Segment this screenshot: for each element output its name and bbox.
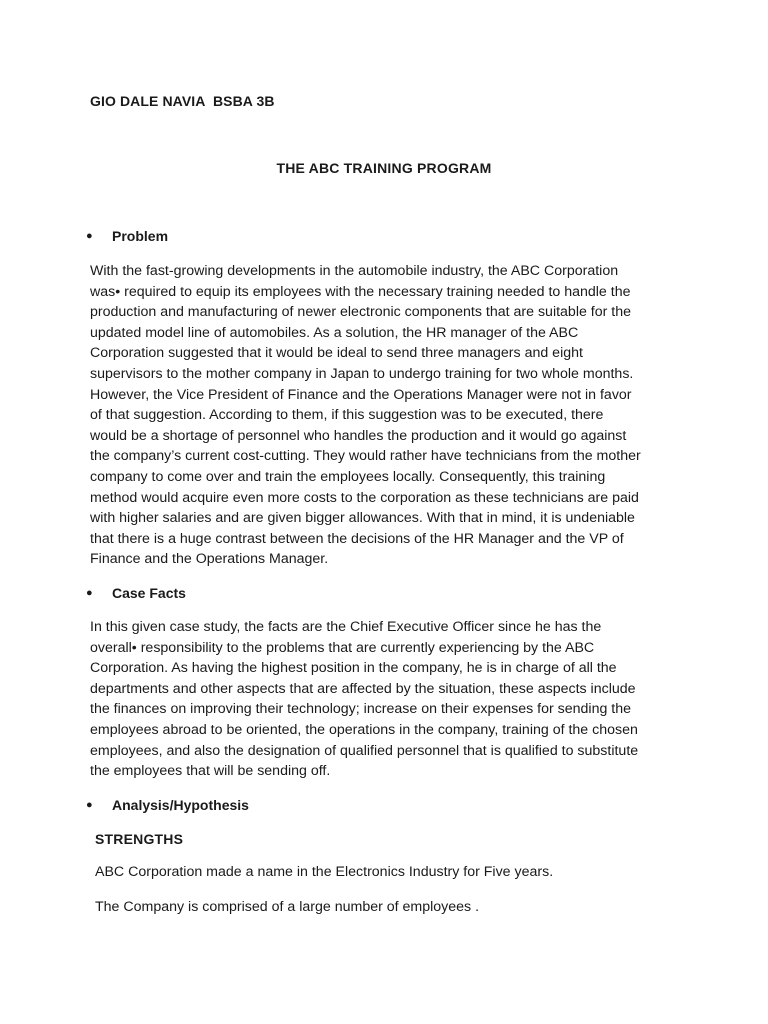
section-heading-case-facts <box>86 585 186 601</box>
paragraph-line: would be a shortage of personnel who handles the production and it would go against <box>90 427 627 444</box>
paragraph-line: employees, and also the designation of qualified personnel that is qualified to substitute <box>90 742 639 759</box>
paragraph-line: departments and other aspects that are affected by the situation, these aspects include <box>90 680 636 697</box>
paragraph-line: However, the Vice President of Finance and the Operations Manager were not in favor <box>90 386 632 403</box>
paragraph-line: of that suggestion. According to them, if this suggestion was to be executed, there <box>90 407 604 424</box>
section-heading-label: Problem <box>112 228 169 244</box>
bullet-icon: ● <box>86 799 93 811</box>
paragraph-line: supervisors to the mother company in Japan to undergo training for two whole months. <box>90 365 634 382</box>
paragraph-line: With the fast-growing developments in the automobile industry, the ABC Corporation <box>90 263 619 279</box>
author-line: GIO DALE NAVIA BSBA 3B <box>90 93 275 109</box>
section-heading-label: Case Facts <box>112 585 186 601</box>
paragraph-line: the finances on improving their technology; increase on their expenses for sending the <box>90 701 632 718</box>
paragraph-line: Finance and the Operations Manager. <box>90 551 329 568</box>
section-heading-analysis <box>86 797 249 813</box>
section-heading-problem <box>86 228 169 244</box>
paragraph-line: that there is a huge contrast between the decisions of the HR Manager and the VP of <box>90 530 624 547</box>
strength-item: The Company is comprised of a large number of employees . <box>95 899 480 915</box>
paragraph-line: updated model line of automobiles. As a solution, the HR manager of the ABC <box>90 324 579 341</box>
bullet-icon: ● <box>86 230 93 242</box>
paragraph-line: In this given case study, the facts are the Chief Executive Officer since he has the <box>90 619 602 635</box>
paragraph-line: the company’s current cost-cutting. They would rather have technicians from the mother <box>90 448 641 465</box>
paragraph-line: the employees that will be sending off. <box>90 763 331 780</box>
strengths-heading: STRENGTHS <box>95 831 184 847</box>
paragraph-line: company to come over and train the employees locally. Consequently, this training <box>90 468 606 485</box>
paragraph-line: production and manufacturing of newer electronic components that are suitable for the <box>90 304 632 321</box>
paragraph-line: Corporation. As having the highest position in the company, he is in charge of all the <box>90 660 617 677</box>
case-facts-paragraph <box>90 617 680 782</box>
paragraph-line: Corporation suggested that it would be ideal to send three managers and eight <box>90 345 583 362</box>
paragraph-line: method would acquire even more costs to the corporation as these technicians are paid <box>90 489 639 506</box>
problem-paragraph <box>90 261 680 570</box>
paragraph-line: employees abroad to be oriented, the operations in the company, training of the chosen <box>90 721 638 738</box>
paragraph-line: was• required to equip its employees with the necessary training needed to handle the <box>90 283 631 300</box>
strength-item: ABC Corporation made a name in the Electronics Industry for Five years. <box>95 864 554 880</box>
paragraph-line: with higher salaries and are given bigger allowances. With that in mind, it is undeniable <box>90 510 635 527</box>
section-heading-label: Analysis/Hypothesis <box>112 797 249 813</box>
paragraph-line: overall• responsibility to the problems that are currently experiencing by the ABC <box>90 639 595 656</box>
bullet-icon: ● <box>86 587 93 599</box>
document-title: THE ABC TRAINING PROGRAM <box>276 160 492 176</box>
